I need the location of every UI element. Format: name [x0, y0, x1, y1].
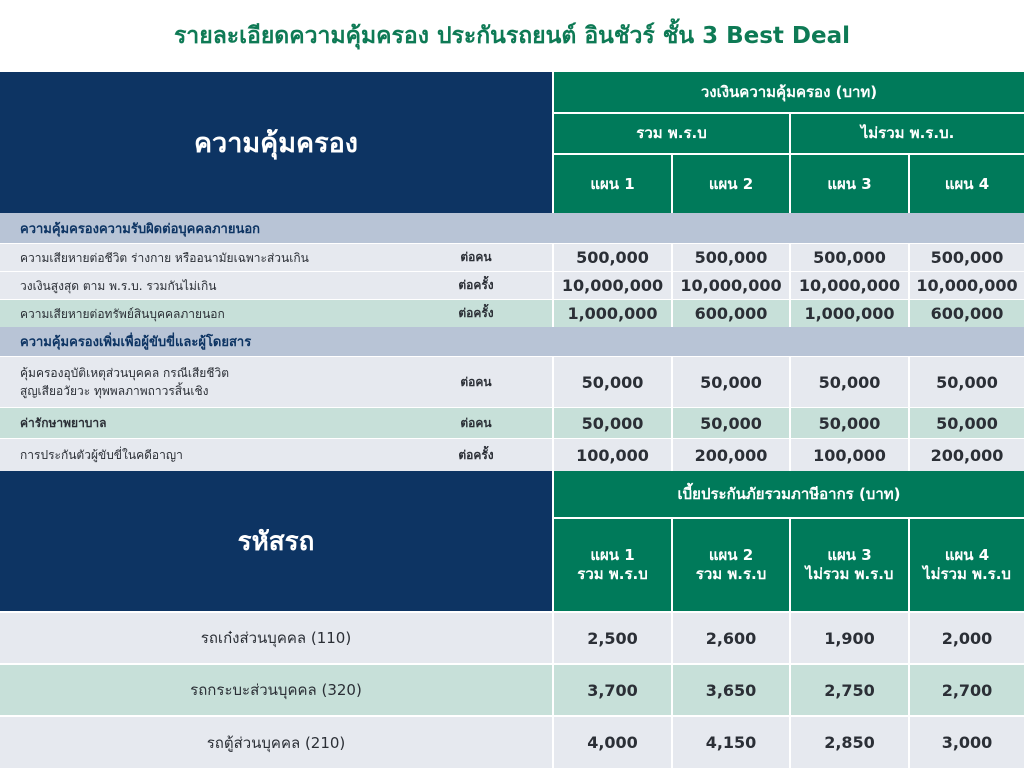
plan-4-value: 10,000,000 — [908, 272, 1024, 299]
plan-2-value: 600,000 — [671, 300, 789, 327]
plan-4-value: 50,000 — [908, 357, 1024, 407]
car-type: รถตู้ส่วนบุคคล (210) — [206, 733, 346, 752]
plan-1-premium: 3,700 — [552, 665, 671, 715]
row-unit: ต่อครั้ง — [458, 278, 494, 292]
plan-1-value: 50,000 — [552, 357, 671, 407]
plan-4-value: 200,000 — [908, 439, 1024, 471]
table-row — [0, 243, 1024, 271]
plan-2-value: 10,000,000 — [671, 272, 789, 299]
plan-cmi: ไม่รวม พ.ร.บ — [805, 565, 894, 583]
row-unit: ต่อคน — [460, 250, 492, 264]
premium-plan-1-header — [552, 517, 671, 611]
with-cmi-label: รวม พ.ร.บ — [552, 112, 789, 153]
plan-2-value: 200,000 — [671, 439, 789, 471]
plan-cmi: ไม่รวม พ.ร.บ — [923, 565, 1011, 583]
table-row — [0, 299, 1024, 327]
plan-2-premium: 4,150 — [671, 717, 789, 768]
row-description: วงเงินสูงสุด ตาม พ.ร.บ. รวมกันไม่เกิน — [20, 278, 217, 293]
plan-3-premium: 2,750 — [789, 665, 908, 715]
premium-row — [0, 663, 1024, 715]
plan-3-header: แผน 3 — [789, 153, 908, 213]
plan-1-value: 50,000 — [552, 408, 671, 438]
plan-1-value: 10,000,000 — [552, 272, 671, 299]
row-description: ความเสียหายต่อชีวิต ร่างกาย หรืออนามัยเฉพาะส่วนเกิน — [20, 250, 309, 265]
plan-3-value: 50,000 — [789, 357, 908, 407]
plan-4-value: 600,000 — [908, 300, 1024, 327]
row-description: ความเสียหายต่อทรัพย์สินบุคคลภายนอก — [20, 306, 225, 321]
plan-3-value: 500,000 — [789, 244, 908, 271]
table-row — [0, 438, 1024, 471]
section-third-party-liability: ความคุ้มครองความรับผิดต่อบุคคลภายนอก — [0, 213, 1024, 243]
plan-4-value: 500,000 — [908, 244, 1024, 271]
section-driver-passenger: ความคุ้มครองเพิ่มเพื่อผู้ขับขี่และผู้โดยสาร — [0, 327, 1024, 356]
plan-3-value: 50,000 — [789, 408, 908, 438]
row-description — [20, 357, 400, 407]
premium-header — [0, 471, 1024, 611]
plan-1-premium: 2,500 — [552, 613, 671, 663]
table-row — [0, 407, 1024, 438]
plan-4-header: แผน 4 — [908, 153, 1024, 213]
plan-2-premium: 2,600 — [671, 613, 789, 663]
coverage-label: ความคุ้มครอง — [0, 72, 552, 213]
plan-2-header: แผน 2 — [671, 153, 789, 213]
premium-row — [0, 715, 1024, 768]
plan-4-premium: 2,000 — [908, 613, 1024, 663]
plan-name: แผน 2 — [708, 546, 754, 565]
plan-name: แผน 3 — [827, 546, 872, 565]
row-unit: ต่อคน — [460, 415, 492, 430]
car-type: รถเก๋งส่วนบุคคล (110) — [200, 629, 352, 647]
coverage-header — [0, 72, 1024, 213]
plan-3-value: 10,000,000 — [789, 272, 908, 299]
plan-2-value: 50,000 — [671, 408, 789, 438]
page-title: รายละเอียดความคุ้มครอง ประกันรถยนต์ อินชัวร์ ชั้น 3 Best Deal — [173, 23, 851, 49]
plan-1-value: 500,000 — [552, 244, 671, 271]
row-unit: ต่อคน — [460, 374, 492, 389]
car-type: รถกระบะส่วนบุคคล (320) — [190, 681, 362, 699]
premium-row — [0, 611, 1024, 663]
plan-4-value: 50,000 — [908, 408, 1024, 438]
row-description: ค่ารักษาพยาบาล — [20, 416, 107, 430]
premium-plan-4-header — [908, 517, 1024, 611]
plan-3-value: 100,000 — [789, 439, 908, 471]
plan-1-header: แผน 1 — [552, 153, 671, 213]
plan-2-value: 50,000 — [671, 357, 789, 407]
plan-3-value: 1,000,000 — [789, 300, 908, 327]
table-row — [0, 271, 1024, 299]
plan-4-premium: 3,000 — [908, 717, 1024, 768]
without-cmi-label: ไม่รวม พ.ร.บ. — [789, 112, 1024, 153]
row-description-line-2: สูญเสียอวัยวะ ทุพพลภาพถาวรสิ้นเชิง — [20, 384, 209, 398]
car-code-label: รหัสรถ — [0, 471, 552, 611]
plan-name: แผน 1 — [590, 546, 635, 565]
plan-3-premium: 1,900 — [789, 613, 908, 663]
plan-1-premium: 4,000 — [552, 717, 671, 768]
plan-2-value: 500,000 — [671, 244, 789, 271]
plan-1-value: 1,000,000 — [552, 300, 671, 327]
row-unit: ต่อครั้ง — [458, 447, 494, 462]
plan-4-premium: 2,700 — [908, 665, 1024, 715]
plan-2-premium: 3,650 — [671, 665, 789, 715]
row-description: การประกันตัวผู้ขับขี่ในคดีอาญา — [20, 448, 183, 462]
plan-cmi: รวม พ.ร.บ — [577, 565, 648, 583]
premium-label: เบี้ยประกันภัยรวมภาษีอากร (บาท) — [552, 471, 1024, 517]
row-unit: ต่อครั้ง — [458, 306, 494, 320]
coverage-limit-label: วงเงินความคุ้มครอง (บาท) — [552, 72, 1024, 112]
plan-1-value: 100,000 — [552, 439, 671, 471]
table-row — [0, 356, 1024, 407]
plan-3-premium: 2,850 — [789, 717, 908, 768]
premium-plan-2-header — [671, 517, 789, 611]
plan-name: แผน 4 — [944, 546, 990, 565]
premium-plan-3-header — [789, 517, 908, 611]
plan-cmi: รวม พ.ร.บ — [695, 565, 767, 583]
row-description-line-1: คุ้มครองอุบัติเหตุส่วนบุคคล กรณีเสียชีวิต — [20, 366, 229, 380]
